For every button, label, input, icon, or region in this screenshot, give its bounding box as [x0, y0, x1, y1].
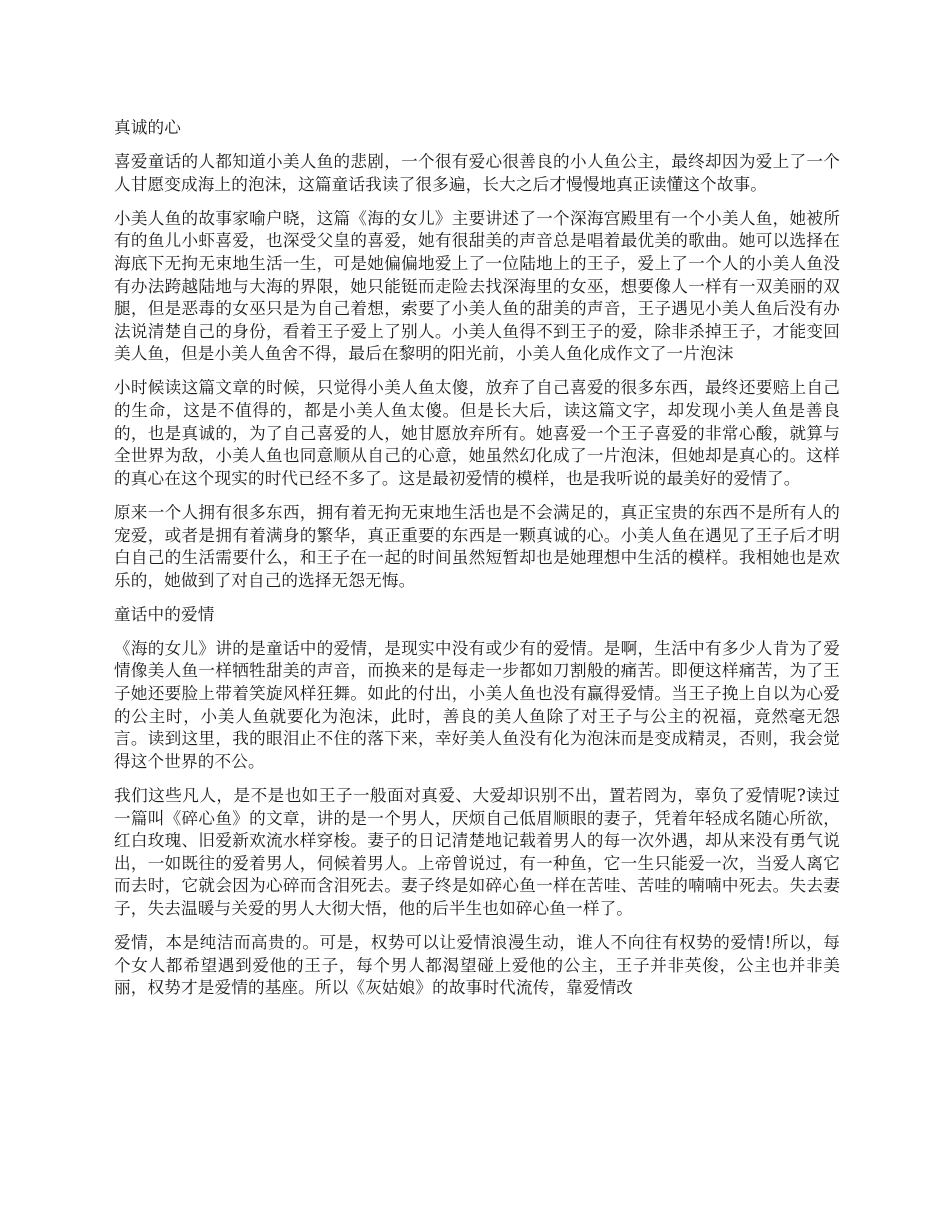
section-heading-sincere-heart: 真诚的心 [114, 118, 181, 137]
paragraph: 《海的女儿》讲的是童话中的爱情，是现实中没有或少有的爱情。是啊，生活中有多少人肯为了爱情像美人鱼一样牺牲甜美的声音，而换来的是每走一步都如刀割般的痛苦。即便这样痛苦，为了王子她还要脸上带着笑旋风样狂舞。如此的付出，小美人鱼也没有赢得爱情。当王子挽上自以为心爱的公主时，小美人鱼就要化为泡沫，此时，善良的美人鱼除了对王子与公主的祝福，竟然毫无怨言。读到这里，我的眼泪止不住的落下来，幸好美人鱼没有化为泡沫而是变成精灵，否则，我会觉得这个世界的不公。 [114, 638, 840, 771]
paragraph: 原来一个人拥有很多东西，拥有着无拘无束地生活也是不会满足的，真正宝贵的东西不是所有人的宠爱，或者是拥有着满身的繁华，真正重要的东西是一颗真诚的心。小美人鱼在遇见了王子后才明白自己的生活需要什么，和王子在一起的时间虽然短暂却也是她理想中生活的模样。我相她也是欢乐的，她做到了对自己的选择无怨无悔。 [114, 502, 840, 590]
paragraph: 小时候读这篇文章的时候，只觉得小美人鱼太傻，放弃了自己喜爱的很多东西，最终还要赔上自己的生命，这是不值得的，都是小美人鱼太傻。但是长大后，读这篇文字，却发现小美人鱼是善良的，也是真诚的，为了自己喜爱的人，她甘愿放弃所有。她喜爱一个王子喜爱的非常心酸，就算与全世界为敌，小美人鱼也同意顺从自己的心意，她虽然幻化成了一片泡沫，但她却是真心的。这样的真心在这个现实的时代已经不多了。这是最初爱情的模样，也是我听说的最美好的爱情了。 [114, 378, 840, 488]
section-heading-fairytale-love: 童话中的爱情 [114, 604, 215, 624]
paragraph: 喜爱童话的人都知道小美人鱼的悲剧，一个很有爱心很善良的小人鱼公主，最终却因为爱上了一个人甘愿变成海上的泡沫，这篇童话我读了很多遍，长大之后才慢慢地真正读懂这个故事。 [114, 152, 840, 194]
paragraph: 爱情，本是纯洁而高贵的。可是，权势可以让爱情浪漫生动，谁人不向往有权势的爱情!所以，每个女人都希望遇到爱他的王子，每个男人都渴望碰上爱他的公主，王子并非英俊，公主也并非美丽，权势才是爱情的基座。所以《灰姑娘》的故事时代流传，靠爱情改 [114, 933, 840, 998]
paragraph: 小美人鱼的故事家喻户晓，这篇《海的女儿》主要讲述了一个深海宫殿里有一个小美人鱼，她被所有的鱼儿小虾喜爱，也深受父皇的喜爱，她有很甜美的声音总是唱着最优美的歌曲。她可以选择在海底下无拘无束地生活一生，可是她偏偏地爱上了一位陆地上的王子，爱上了一个人的小美人鱼没有办法跨越陆地与大海的界限，她只能铤而走险去找深海里的女巫，想要像人一样有一双美丽的双腿，但是恶毒的女巫只是为自己着想，索要了小美人鱼的甜美的声音，王子遇见小美人鱼后没有办法说清楚自己的身份，看着王子爱上了别人。小美人鱼得不到王子的爱，除非杀掉王子，才能变回美人鱼，但是小美人鱼舍不得，最后在黎明的阳光前，小美人鱼化成作文了一片泡沫 [114, 208, 840, 364]
paragraph: 我们这些凡人，是不是也如王子一般面对真爱、大爱却识别不出，置若罔为，辜负了爱情呢?读过一篇叫《碎心鱼》的文章，讲的是一个男人，厌烦自己低眉顺眼的妻子，凭着年轻成名随心所欲，红白玫瑰、旧爱新欢流水样穿梭。妻子的日记清楚地记载着男人的每一次外遇，却从来没有勇气说出，一如既往的爱着男人，伺候着男人。上帝曾说过，有一种鱼，它一生只能爱一次，当爱人离它而去时，它就会因为心碎而含泪死去。妻子终是如碎心鱼一样在苦哇、苦哇的喃喃中死去。失去妻子，失去温暖与关爱的男人大彻大悟，他的后半生也如碎心鱼一样了。 [114, 785, 840, 918]
document-body [114, 117, 840, 1011]
